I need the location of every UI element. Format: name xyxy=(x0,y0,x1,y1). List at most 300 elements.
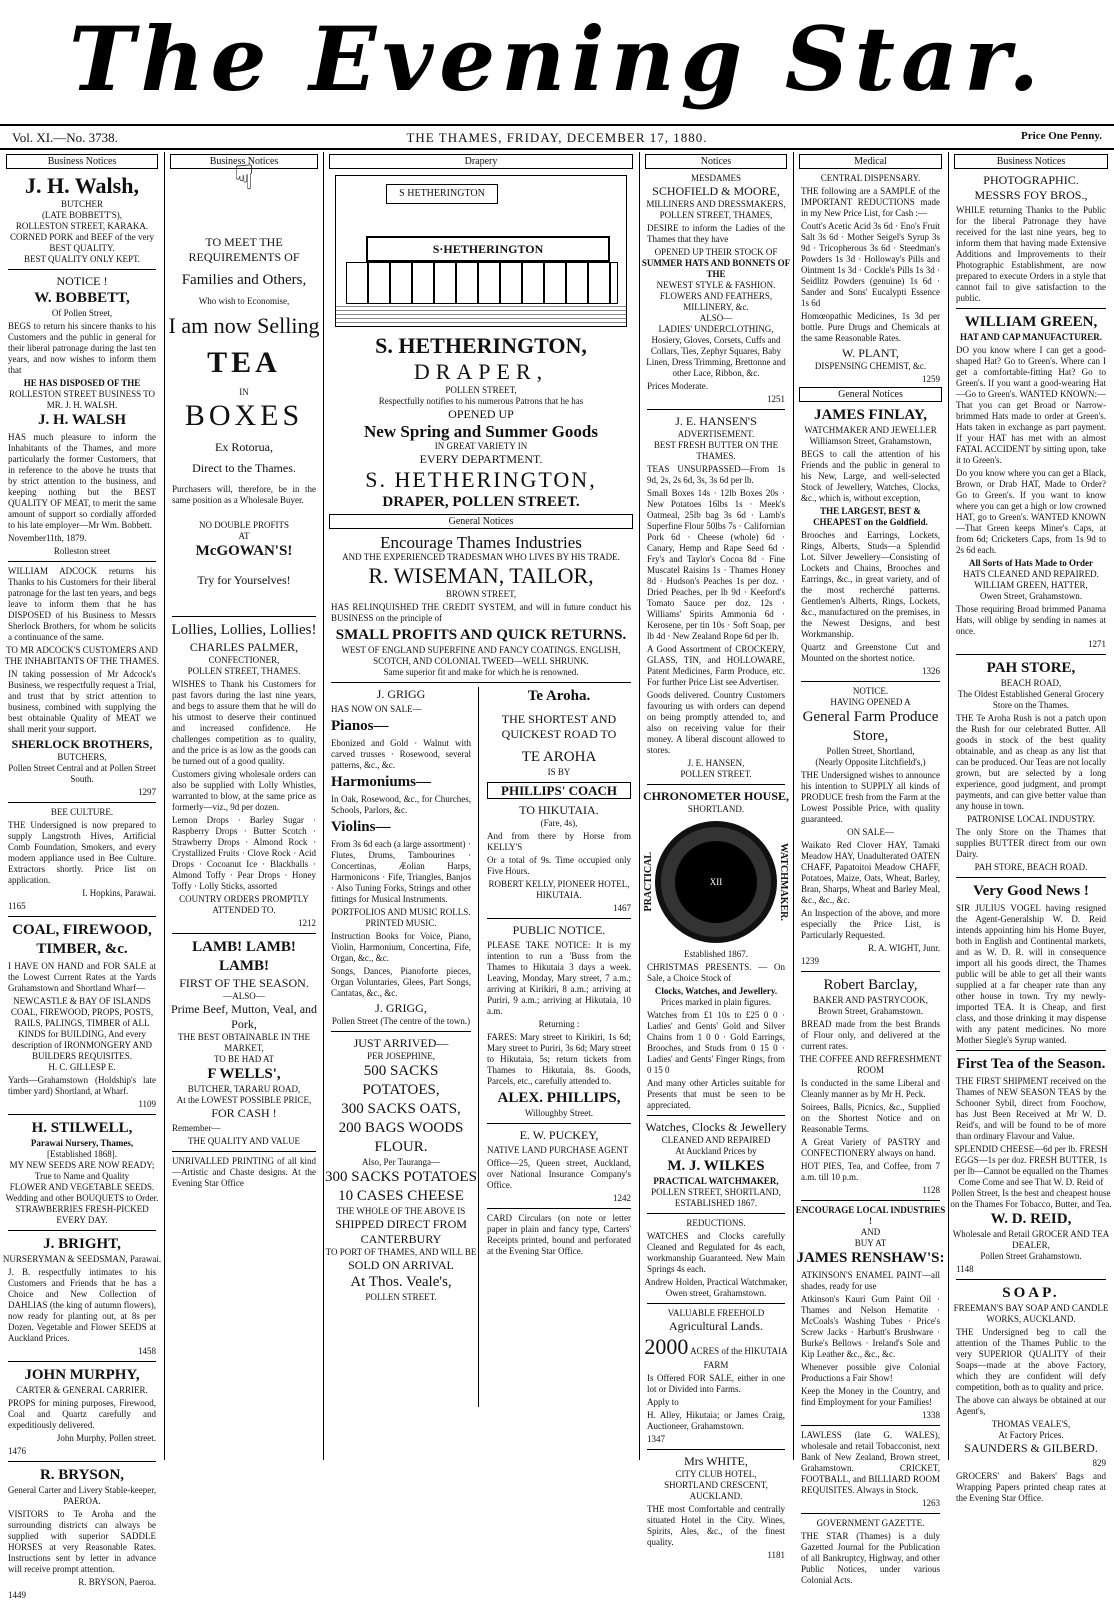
palmer-name: CHARLES PALMER, xyxy=(189,640,299,654)
bright-number: 1458 xyxy=(138,1346,156,1356)
delivered-text: Goods delivered. Country Customers favouring us with orders can depend on being promptly attended to, and also on receiving value for their money. A liberal discount allowed to stores. xyxy=(647,690,785,755)
panama-text: Those requiring Broad brimmed Panama Hats, will oblige by sending in names at once. xyxy=(956,604,1106,636)
foy-name: MESSRS FOY BROS., xyxy=(974,188,1088,202)
meet-text: TO MEET THE REQUIREMENTS OF xyxy=(188,235,300,264)
schofield-address: POLLEN STREET, THAMES, xyxy=(659,210,773,220)
fare-text: (Fare, 4s), xyxy=(540,818,578,828)
finlay-text: BEGS to call the attention of his Friends and the public in general to his New, Large, and well-selected Stock of Jewellery, Watches, Clocks, &c., which is, without exception, xyxy=(801,449,940,503)
divider xyxy=(8,1361,156,1362)
potatoes-300: 300 SACKS POTATOES xyxy=(325,1169,477,1185)
veale-name: At Thos. Veale's, xyxy=(350,1274,452,1290)
cleaned-text: CLEANED AND REPAIRED xyxy=(661,1135,771,1145)
had-text: TO BE HAD AT xyxy=(213,1054,275,1064)
opened-text: OPENED UP THEIR STOCK OF xyxy=(654,247,778,257)
veale-address: POLLEN STREET. xyxy=(365,1292,437,1302)
whenever-text: Whenever possible give Colonial Productions a Fair Show! xyxy=(801,1362,940,1383)
watch-illustration xyxy=(643,815,789,949)
pointing-hand-icon: ☟ xyxy=(233,160,255,197)
divider xyxy=(172,933,316,934)
pah-store-name: PAH STORE, xyxy=(986,660,1076,676)
column-3-lower xyxy=(325,687,637,1407)
palmer-number: 1212 xyxy=(298,918,316,928)
splendid-text: SPLENDID CHEESE—6d per lb. FRESH EGGS—1s per doz. FRESH BUTTER, 1s per lb—Cannot be equalled on the Thames xyxy=(953,1144,1109,1176)
horse-text: And from there by Horse from KELLY'S xyxy=(487,831,631,852)
gazette-heading: GOVERNMENT GAZETTE. xyxy=(816,1518,925,1528)
walsh-name: J. H. Walsh, xyxy=(25,173,139,198)
flowers-text: FLOWERS AND FEATHERS, MILLINERY, &c. xyxy=(659,291,773,312)
phillips-name: ALEX. PHILLIPS, xyxy=(497,1090,621,1106)
divider xyxy=(647,1303,785,1304)
wilkes-name: M. J. WILKES xyxy=(667,1158,765,1174)
on-sale-text: ON SALE— xyxy=(847,827,894,837)
hetherington-name-2: S. HETHERINGTON, xyxy=(365,467,597,492)
walsh-best: BEST QUALITY ONLY KEPT. xyxy=(23,254,141,264)
homoeopathic-text: Homœopathic Medicines, 1s 3d per bottle. Pure Drugs and Chemicals at the same Reasonable Rates. xyxy=(801,311,940,343)
potatoes-500: 500 SACKS POTATOES, xyxy=(362,1063,440,1098)
divider xyxy=(956,654,1106,655)
divider xyxy=(956,1279,1106,1280)
finlay-more: Brooches and Earrings, Lockets, Rings, Alberts, Studs—a Splendid Lot. Silver Jewellery—Consisting of Lockets and Chains, Brooches and Earrings, &c., in great variety, and of the most recherché patterns. Gentlemen's Alberts, Rings, Lockets, &c., manufactured on the premises, in the Newest Designs, and best Workmanship. xyxy=(801,530,940,639)
inspection-text: An Inspection of the above, and more especially the Price List, is Particularly Requested. xyxy=(801,908,940,940)
hansen-address: POLLEN STREET. xyxy=(680,769,752,779)
plant-trade: DISPENSING CHEMIST, &c. xyxy=(814,361,927,371)
farm-address: Pollen Street, Shortland, xyxy=(826,746,915,756)
soap-text: THE Undersigned beg to call the attention of the Thames Public to the very SUPERIOR QUALITY of their Soaps—made at the above Factory, which they are confident will defy competition, both as to quality and price. xyxy=(956,1327,1106,1392)
moderate-text: Prices Moderate. xyxy=(647,381,708,391)
watches-list: Watches from £1 10s to £25 0 0 · Ladies' and Gents' Gold and Silver Chains from 1 0 0 · Gold Earrings, Brooches, and Studs from 0 15 0 · Ladies' and Gents' Finger Rings, from 0 15 0 xyxy=(647,1010,785,1075)
season-text: FIRST OF THE SEASON. xyxy=(179,976,309,990)
plant-number: 1259 xyxy=(922,374,940,384)
panama-number: 1271 xyxy=(1088,639,1106,649)
wilkes-address: POLLEN STREET, SHORTLAND, xyxy=(651,1187,781,1197)
acres-text: ACRES of the HIKUTAIA FARM xyxy=(690,1346,788,1370)
puckey-number: 1242 xyxy=(613,1193,631,1203)
hetherington-address-2: DRAPER, POLLEN STREET. xyxy=(382,494,580,510)
bryson-name: R. BRYSON, xyxy=(39,1467,125,1483)
small-profits-text: SMALL PROFITS AND QUICK RETURNS. xyxy=(335,627,627,643)
murphy-name: JOHN MURPHY, xyxy=(24,1367,140,1383)
dateline xyxy=(0,124,1114,150)
reid-address: Pollen Street Grahamstown. xyxy=(980,1251,1082,1261)
schofield-name: SCHOFIELD & MOORE, xyxy=(652,184,780,198)
first-tea-text: THE FIRST SHIPMENT received on the Thames of NEW SEASON TEAS by the Schooner Sybil, direct from Foochow, has Just Been Received at Mr W. D. Reid's, and will be found to be of more than ordinary Flavour and Value. xyxy=(956,1076,1106,1141)
divider xyxy=(331,1031,471,1032)
reductions-text: WATCHES and Clocks carefully Cleaned and Regulated for 4s each, workmanship Guaranteed. New Main Springs 4s each. xyxy=(647,1231,785,1274)
sherlock-address: Pollen Street Central and at Pollen Street South. xyxy=(8,763,156,784)
chronometer-heading: CHRONOMETER HOUSE, xyxy=(642,789,789,803)
shipped-text: SHIPPED DIRECT FROM CANTERBURY xyxy=(335,1217,467,1246)
walsh2-date: November11th, 1879. xyxy=(8,533,87,543)
quality-text: THE QUALITY AND VALUE xyxy=(187,1136,301,1146)
bryson-signature: R. BRYSON, Paeroa. xyxy=(78,1577,156,1587)
price-list: Small Boxes 14s · 12lb Boxes 20s · New Potatoes 16lbs 1s · Meek's Oatmeal, 25lb bag 3s 6d · Lamb's Superfine Flour 50lbs 7s · Californian Pork 6d · Cheese (whole) 6d · Canary, Hemp and Rape Seed 6d · Fry's and Taylor's Cocoa 8d · Fine Muscatel Raisins 1s · Thames Honey 8d · Hudson's Peaches 1s per doz. · Dried Peaches, per lb 9d · Keeford's Tomato Sauce per doz. 12s · Williams' Spirits Ammonia 6d · Kerosene, per tin 10s · Soft Soap, per lb 4d · New Zealand Rope 6d per lb. xyxy=(647,488,785,641)
schofield-trade: MILLINERS AND DRESSMAKERS, xyxy=(646,199,786,209)
agricultural-heading: Agricultural Lands. xyxy=(669,1319,763,1333)
hats-text: SUMMER HATS AND BONNETS OF THE xyxy=(641,258,791,279)
ladies-text: LADIES' UNDERCLOTHING, xyxy=(658,324,774,334)
instruction-text: Instruction Books for Voice, Piano, Violin, Harmonium, Concertina, Fife, Organ, &c., &c. xyxy=(331,931,471,963)
reductions-heading: REDUCTIONS. xyxy=(686,1218,746,1228)
plant-name: W. PLANT, xyxy=(842,346,899,360)
buy-text: BUY AT xyxy=(854,1238,887,1248)
total-text: Or a total of 9s. Time occupied only Five Hours. xyxy=(487,855,631,876)
pianos-text: Ebonized and Gold · Walnut with carved trusses · Rosewood, several patterns, &c., &c. xyxy=(331,738,471,770)
divider xyxy=(8,269,156,270)
christmas-text: CHRISTMAS PRESENTS. — On Sale, a Choice Stock of xyxy=(647,962,785,983)
lollies-heading: Lollies, Lollies, Lollies! xyxy=(171,622,317,638)
shortland-text: SHORTLAND. xyxy=(687,804,745,814)
hansen-signature: J. E. HANSEN, xyxy=(687,758,745,768)
puckey-name: E. W. PUCKEY, xyxy=(519,1128,599,1142)
stilwell-sub: Parawai Nursery, Thames, xyxy=(30,1138,134,1148)
flour-200: 200 BAGS WOODS FLOUR. xyxy=(338,1120,464,1155)
bright-text: J. B. respectfully intimates to his Customers and Friends that he has a Choice and New Collection of DAHLIAS (the king of autumn flowers), now ready for planting out, at 8s per Dozen. Vegetable and Flower SEEDS at Auckland Prices. xyxy=(8,1267,156,1343)
walsh-late: (LATE BOBBETT'S), xyxy=(41,210,123,220)
notice-heading: NOTICE ! xyxy=(56,274,108,288)
just-arrived: JUST ARRIVED— xyxy=(353,1036,449,1050)
first-tea-heading: First Tea of the Season. xyxy=(956,1056,1106,1072)
divider xyxy=(801,1200,940,1201)
divider xyxy=(8,1114,156,1115)
alley-number: 1347 xyxy=(647,1434,665,1444)
sherlock-text: IN taking possession of Mr Adcock's Business, we respectfully request a Trial, and trust that by strict attention to business, combined with supplying the best obtainable Quality of MEAT we shall merit your support. xyxy=(8,669,156,734)
green-text: DO you know where I can get a good-shaped Hat? Go to Green's. Where can I get a comfortable-fitting Hat? Go to Green's. If you want a good-wearing Hat—Go to Green's. WANTED KNOWN:—That you can get Broad or Narrow-brimmed Hats made to order at Green's. Hats taken in exchange as part payment. If your HAT has met with an almost FATAL ACCIDENT by sitting upon, take it to Green's. xyxy=(956,345,1106,465)
beef-text: Prime Beef, Mutton, Veal, and Pork, xyxy=(170,1002,318,1031)
divider xyxy=(331,682,631,683)
prices-text: Prices marked in plain figures. xyxy=(660,997,772,1007)
gazette-text: THE STAR (Thames) is a duly Gazetted Journal for the Publication of all Bankruptcy, Highway, and other Public Notices, under various Colonial Acts. xyxy=(801,1531,940,1585)
section-heading: Drapery xyxy=(329,154,633,169)
newspaper-title: The Evening Star. xyxy=(69,7,1045,111)
green-trade: HAT AND CAP MANUFACTURER. xyxy=(959,332,1102,342)
divider xyxy=(647,1115,785,1116)
palmer-text-2: Customers giving wholesale orders can also be supplied with Lolly Whistles, warranted to blow, at the same price as formerly—viz., 9d per dozen. xyxy=(172,769,316,812)
portfolios-text: PORTFOLIOS AND MUSIC ROLLS. PRINTED MUSIC. xyxy=(331,907,471,928)
divider xyxy=(487,1123,631,1124)
purchasers-text: Purchasers will, therefore, be in the same position as a Wholesale Buyer. xyxy=(172,484,316,505)
dispensary-text: THE following are a SAMPLE of the IMPORTANT REDUCTIONS made in my New Price List, for Cash :— xyxy=(801,186,940,218)
good-news-heading: Very Good News ! xyxy=(973,883,1089,899)
many-text: And many other Articles suitable for Presents that must be seen to be appreciated. xyxy=(647,1078,785,1110)
column-5 xyxy=(795,152,946,1585)
divider xyxy=(956,877,1106,878)
issue-price: Price One Penny. xyxy=(1021,130,1102,142)
masthead xyxy=(0,0,1114,118)
hats-cleaned-text: HATS CLEANED AND REPAIRED. xyxy=(963,569,1099,579)
cheese-10: 10 CASES CHEESE xyxy=(338,1188,464,1204)
bee-text: THE Undersigned is now prepared to supply Langstroth Hives, Artificial Comb Foundation, Smokers, and every modern appliance used in Bee Culture. Extractors shortly. Price list on application. xyxy=(8,820,156,885)
column-rule xyxy=(639,152,640,1460)
disposed-text: HE HAS DISPOSED OF THE xyxy=(23,378,141,388)
veale-name: THOMAS VEALE'S, xyxy=(991,1419,1071,1429)
coach-banner: PHILLIPS' COACH xyxy=(487,782,631,799)
factory-prices: At Factory Prices. xyxy=(998,1430,1064,1440)
divider xyxy=(487,918,631,919)
returning-text: Returning : xyxy=(538,1019,580,1029)
divider xyxy=(8,561,156,562)
hetherington-address: POLLEN STREET, xyxy=(445,385,517,395)
gillesp-yards: Yards—Grahamstown (Holdship's late timber yard) Shortland, at Wharf. xyxy=(8,1075,156,1096)
gillesp-name: H. C. GILLESP E. xyxy=(48,1062,116,1072)
grocers-text: GROCERS' and Bakers' Bags and Wrapping Papers printed cheap rates at the Evening Star Office. xyxy=(956,1471,1106,1503)
holden-text: Andrew Holden, Practical Watchmaker, Owen street, Grahamstown. xyxy=(644,1277,788,1298)
bright-trade: NURSERYMAN & SEEDSMAN, Parawai. xyxy=(2,1254,162,1264)
bee-number: 1165 xyxy=(8,901,26,911)
harmoniums-heading: Harmoniums— xyxy=(331,774,432,790)
divider xyxy=(647,1449,785,1450)
no-double-text: NO DOUBLE PROFITS xyxy=(198,520,289,530)
freehold-text: VALUABLE FREEHOLD xyxy=(667,1308,765,1318)
every-department-text: EVERY DEPARTMENT. xyxy=(419,452,543,466)
divider xyxy=(647,784,785,785)
acres-block xyxy=(641,1334,791,1371)
kelly-name: ROBERT KELLY, PIONEER HOTEL, HIKUTAIA. xyxy=(488,879,630,900)
green-name: WILLIAM GREEN, xyxy=(964,314,1098,330)
experienced-text: AND THE EXPERIENCED TRADESMAN WHO LIVES BY HIS TRADE. xyxy=(342,552,620,562)
draper-title: DRAPER, xyxy=(413,359,549,384)
bobbett-address: Of Pollen Street, xyxy=(51,308,113,318)
public-notice-text: PLEASE TAKE NOTICE: It is my intention to run a 'Buss from the Thames to Hikutaia 3 days a week. Leaving, Monday, Mary street, 7 a.m.; arriving at Kirikiri, 8 a.m.; arriving at Puriri, 9 a.m.; arriving at Hikutaia, 10 a.m. xyxy=(487,940,631,1016)
bee-signature: I. Hopkins, Parawai. xyxy=(82,888,156,898)
divider xyxy=(801,681,940,682)
also-text: —ALSO— xyxy=(223,991,265,1001)
wiseman-text: HAS RELINQUISHED THE CREDIT SYSTEM, and will in future conduct his BUSINESS on the principle of xyxy=(331,602,631,623)
adcock-heading: TO MR ADCOCK'S CUSTOMERS AND THE INHABITANTS OF THE THAMES. xyxy=(4,645,160,666)
at-text: AT xyxy=(238,531,250,541)
photographic-heading: PHOTOGRAPHIC. xyxy=(983,173,1079,187)
freeman-text: FREEMAN'S BAY SOAP AND CANDLE WORKS, AUCKLAND. xyxy=(953,1303,1109,1324)
finlay-largest: THE LARGEST, BEST & CHEAPEST on the Goldfield. xyxy=(813,506,928,527)
watches-clocks-heading: Watches, Clocks & Jewellery xyxy=(645,1120,787,1134)
pies-text: HOT PIES, Tea, and Coffee, from 7 a.m. till 10 p.m. xyxy=(801,1161,940,1182)
pah-text: THE Te Aroha Rush is not a patch upon the Rush for our celebrated Butter. All goods in stock of the best quality obtainable, and as cheap as any list that can be produced. Our Teas are not locally grown, but are selected by a long experience, good judgment, and prompt payments, and can give better value than any house in town. xyxy=(956,713,1106,811)
card-text: CARD Circulars (on note or letter paper in plain and fancy type, Carters' Receipts printed, bound and perforated at the Evening Star Office. xyxy=(487,1213,631,1256)
patronise-text: The only Store on the Thames that supplies BUTTER direct from our own Dairy. xyxy=(956,827,1106,859)
all-sorts-text: All Sorts of Hats Made to Order xyxy=(969,558,1093,568)
palmer-address: POLLEN STREET, THAMES. xyxy=(187,666,301,676)
section-heading: Notices xyxy=(645,154,787,169)
stilwell-seeds: MY NEW SEEDS ARE NOW READY; True to Name and Quality xyxy=(9,1160,155,1181)
pies-number: 1128 xyxy=(922,1185,940,1195)
store-sign: S·HETHERINGTON xyxy=(366,236,610,262)
pah-sub: The Oldest Established General Grocery Store on the Thames. xyxy=(958,689,1104,710)
crockery-text: A Good Assortment of CROCKERY, GLASS, TIN, and HOLLOWARE, Patent Medicines, Farm Produce, etc. For further Price List see Advertiser. xyxy=(647,644,785,687)
stilwell-strawberries: STRAWBERRIES FRESH-PICKED EVERY DAY. xyxy=(15,1204,149,1225)
good-news-text: SIR JULIUS VOGEL having resigned the Agent-Generalship W. D. Reid intends appointing him his Home Buyer, both in English and Continental markets, and as W. D. R. will in consequence import all his goods direct, the Thames public will be able to get all their wants supplied at a far cheaper rate than any other house in town. Try my newly-imported TEA. It is Cheap, and first class, and those drinking it may dispense with any patent medicines. No more Mother Siegle's Syrup wanted. xyxy=(956,903,1106,1045)
coffee-text: Is conducted in the same Liberal and Cleanly manner as by Mr H. Peck. xyxy=(801,1078,940,1099)
hansen-ad: ADVERTISEMENT. xyxy=(677,429,755,439)
hikutaia-text: TO HIKUTAIA. xyxy=(519,803,599,817)
apply-text: Apply to xyxy=(647,1397,679,1407)
come-text: Come Come and see That W. D. Reid of Pollen Street, Is the best and cheapest house on the Thames For Tobacco, Butter, and Tea. xyxy=(950,1177,1112,1209)
pocket-watch-icon xyxy=(655,821,777,943)
divider xyxy=(801,1513,940,1514)
column-1 xyxy=(2,152,162,1600)
divider xyxy=(956,308,1106,309)
printing-text: UNRIVALLED PRINTING of all kind—Artistic and Chaste designs. At the Evening Star Office xyxy=(172,1156,316,1188)
inner-column-rule xyxy=(478,687,479,1407)
farm-text: THE Undersigned wishes to announce his intention to SUPPLY all kinds of PRODUCE fresh from the Farm at the Lowest Possible Price, with quality guaranteed. xyxy=(801,770,940,824)
keep-number: 1338 xyxy=(922,1410,940,1420)
coffee-heading: THE COFFEE AND REFRESHMENT ROOM xyxy=(799,1054,942,1075)
patronise-heading: PATRONISE LOCAL INDUSTRY. xyxy=(967,814,1095,824)
wells-address: BUTCHER, TARARU ROAD, xyxy=(187,1084,301,1094)
sherlock-trade: BUTCHERS, xyxy=(57,752,107,762)
encourage-heading: ENCOURAGE LOCAL INDUSTRIES ! xyxy=(795,1205,946,1226)
coatings-text: WEST OF ENGLAND SUPERFINE AND FANCY COATINGS. ENGLISH, SCOTCH, AND COLONIAL TWEED—WELL SHRUNK. xyxy=(341,645,621,666)
green-address: Owen Street, Grahamstown. xyxy=(980,591,1082,601)
clocks-text: Clocks, Watches, and Jewellery. xyxy=(654,986,778,996)
bobbett-name: W. BOBBETT, xyxy=(34,290,130,306)
watchmaker-label: WATCHMAKER. xyxy=(778,843,789,921)
hansen-name: J. E. HANSEN'S xyxy=(675,414,757,428)
store-ground xyxy=(336,306,626,326)
palmer-text: WISHES to Thank his Customers for past favors during the last nine years, and begs to assure them that he will do his utmost to deserve their continued and increased confidence. He challenges competition as to quality, and the price is as low as the goods can be turned out of a good quality. xyxy=(172,679,316,766)
notice-heading: NOTICE. xyxy=(852,686,889,696)
bryson-number: 1449 xyxy=(8,1590,26,1600)
column-6 xyxy=(950,152,1112,1503)
agents-text: The above can always be obtained at our Agent's, xyxy=(956,1395,1106,1416)
style-text: NEWEST STYLE & FASHION. xyxy=(656,280,776,290)
finlay-name: JAMES FINLAY, xyxy=(813,407,928,423)
walsh-corned: CORNED PORK and BEEF of the very BEST QUALITY. xyxy=(10,232,154,253)
shortest-text: THE SHORTEST AND QUICKEST ROAD TO xyxy=(501,712,617,741)
city-club-address: SHORTLAND CRESCENT, AUCKLAND. xyxy=(664,1480,768,1501)
bee-heading: BEE CULTURE. xyxy=(50,807,114,817)
section-heading: Business Notices xyxy=(6,154,158,169)
mesdames-text: MESDAMES xyxy=(690,173,741,183)
coal-text: I HAVE ON HAND and FOR SALE at the Lowest Current Rates at the Yards Grahamstown and Shortland Wharf— xyxy=(8,961,156,993)
stilwell-est: [Established 1868]. xyxy=(47,1149,117,1159)
stilwell-list: FLOWER AND VEGETABLE SEEDS. Wedding and other BOUQUETS to Order. xyxy=(5,1182,159,1203)
grigg-arrived: HAS NOW ON SALE— xyxy=(331,704,422,714)
whole-text: THE WHOLE OF THE ABOVE IS xyxy=(336,1206,466,1216)
remember-text: Remember— xyxy=(172,1123,221,1133)
kelly-number: 1467 xyxy=(613,903,631,913)
barclay-trade: BAKER AND PASTRYCOOK, xyxy=(813,995,928,1005)
divider xyxy=(8,1461,156,1462)
store-sign-top: S HETHERINGTON xyxy=(386,184,498,204)
walsh-address: ROLLESTON STREET, KARAKA. xyxy=(15,221,149,231)
sale-list: Waikato Red Clover HAY, Tamaki Meadow HAY, Unadulterated OATEN CHAFF, Papatoitoi Meadow CHAFF, Potatoes, Maize, Oats, Wheat, Barley, Bran, Sharps, Wheat and Barley Meal, &c., &c., &c. xyxy=(801,840,940,905)
ex-text: Ex Rotorua, xyxy=(215,440,273,454)
farm-produce-heading: General Farm Produce Store, xyxy=(802,709,939,744)
pah-store-2: PAH STORE, BEACH ROAD. xyxy=(974,862,1088,872)
aroha-heading: Te Aroha. xyxy=(527,688,591,704)
dispensary-heading: CENTRAL DISPENSARY. xyxy=(820,173,921,183)
try-text: Try for Yourselves! xyxy=(197,573,291,587)
divider xyxy=(8,916,156,917)
auckland-prices-text: At Auckland Prices by xyxy=(675,1146,757,1156)
oats-300: 300 SACKS OATS, xyxy=(341,1101,461,1117)
lawless-text: LAWLESS (late G. WALES), wholesale and retail Tobacconist, next Bank of New Zealand, Brown street, Grahamstown. CRICKET, FOOTBALL, and BILLIARD ROOM REQUISITES. Always in Stock. xyxy=(801,1430,940,1495)
murphy-signature: John Murphy, Pollen street. xyxy=(56,1433,156,1443)
fit-text: Same superior fit and make for which he is renowned. xyxy=(383,667,579,677)
variety-text: IN GREAT VARIETY IN xyxy=(434,441,528,451)
aroha-puckey-block xyxy=(481,687,637,1407)
phillips-address: Willoughby Street. xyxy=(524,1108,594,1118)
section-heading: Medical xyxy=(799,154,942,169)
teas-text: TEAS UNSURPASSED—From 1s 9d, 2s, 2s 6d, 3s, 3s 6d per lb. xyxy=(647,464,785,485)
violins-heading: Violins— xyxy=(331,819,391,835)
public-notice-heading: PUBLIC NOTICE. xyxy=(512,923,606,937)
schofield-text: DESIRE to inform the Ladies of the Thames that they have xyxy=(647,223,785,244)
bryson-trade: General Carter and Livery Stable-keeper, PAEROA. xyxy=(7,1485,157,1506)
divider xyxy=(8,802,156,803)
grigg-name-2: J. GRIGG, xyxy=(375,1001,427,1015)
foy-text: WHILE returning Thanks to the Public for the liberal Patronage they have received for the last nine years, beg to inform them that having made Extensive Additions and Improvements to their Photographic Establishment, are now prepared to execute Orders in a style that cannot fail to give satisfaction to the public. xyxy=(956,205,1106,303)
butter-text: BEST FRESH BUTTER ON THE THAMES. xyxy=(653,440,779,461)
wight-number: 1239 xyxy=(801,956,819,966)
grigg-name: J. GRIGG xyxy=(376,687,426,701)
obtainable-text: THE BEST OBTAINABLE IN THE MARKET, xyxy=(178,1032,310,1053)
puckey-office: Office—25, Queen street, Auckland, over National Insurance Company's Office. xyxy=(487,1158,631,1190)
pah-address: BEACH ROAD, xyxy=(1000,678,1062,688)
lamb-heading: LAMB! LAMB! LAMB! xyxy=(192,939,296,974)
bryson-text: VISITORS to Te Aroha and the surrounding districts can always be supplied with superior SADDLE HORSES at very Reasonable Rates. Instructions sent by letter in advance will receive prompt attention. xyxy=(8,1509,156,1574)
finlay-number: 1326 xyxy=(922,666,940,676)
column-rule xyxy=(948,152,949,1460)
variety-text: A Great Variety of PASTRY and CONFECTIONERY always on hand. xyxy=(801,1137,940,1158)
divider xyxy=(487,1208,631,1209)
city-club-name: CITY CLUB HOTEL, xyxy=(675,1469,757,1479)
fares-text: FARES: Mary street to Kirikiri, 1s 6d; Mary street to Puriri, 3s 6d; Mary street to Hikutaia, 5s; return tickets from Thames to Hikutaia, 8s. Goods, Parcels, etc., carefully attended to. xyxy=(487,1032,631,1086)
green-text-2: Do you know where you can get a Black, Brown, or Drab HAT, Made to Order? Go to Green's. If you want to know where you can get a high or low crowned HAT, go to Green's. WANTED KNOWN—That Green keeps Miner's Caps, at from 6d; Cricketers Caps, from 1s 9d to 2s 6d each. xyxy=(956,468,1106,555)
divider xyxy=(801,971,940,972)
notify-text: Respectfully notifies to his numerous Patrons that he has xyxy=(378,396,584,406)
opened-text: OPENED UP xyxy=(448,407,514,421)
column-rule xyxy=(793,152,794,1460)
finlay-quartz: Quartz and Greenstone Cut and Mounted on the shortest notice. xyxy=(801,642,940,663)
bread-text: BREAD made from the best Brands of Flour only, and delivered at the current rates. xyxy=(801,1019,940,1051)
farm-opposite: (Nearly Opposite Litchfield's,) xyxy=(815,757,926,767)
wiseman-address: BROWN STREET, xyxy=(445,589,517,599)
section-heading: Business Notices xyxy=(170,154,318,169)
saunders-number: 829 xyxy=(1092,1458,1106,1468)
divider xyxy=(172,1151,316,1152)
bobbett-text: BEGS to return his sincere thanks to his Customers and the public in general for their liberal patronage during the last ten years, and now wishes to inform them that xyxy=(8,321,156,375)
wilkes-trade: PRACTICAL WATCHMAKER, xyxy=(653,1176,779,1186)
selling-text: I am now Selling xyxy=(168,313,320,338)
store-porch xyxy=(346,262,618,304)
cash-text: FOR CASH ! xyxy=(211,1106,277,1120)
practical-label: PRACTICAL xyxy=(643,852,654,912)
general-notices-heading: General Notices xyxy=(329,514,633,529)
palmer-orders: COUNTRY ORDERS PROMPTLY ATTENDED TO. xyxy=(179,894,309,915)
is-by-text: IS BY xyxy=(547,767,571,777)
divider xyxy=(172,616,316,617)
established-text: Established 1867. xyxy=(684,949,748,959)
mrs-white: Mrs WHITE, xyxy=(684,1454,748,1468)
lawless-number: 1263 xyxy=(922,1498,940,1508)
walsh2-text: HAS much pleasure to inform the Inhabitants of the Thames, and more particularly the former Customers, that in reference to the above he trusts that by strict attention to the business, and keeping nothing but the BEST QUALITY OF MEAT, to merit the same amount of support so cordially afforded to his late employer—Mr Wm. Bobbett. xyxy=(8,432,156,530)
city-club-number: 1181 xyxy=(767,1550,785,1560)
divider xyxy=(8,1230,156,1231)
tauranga-text: Also, Per Tauranga— xyxy=(362,1157,440,1167)
divider xyxy=(647,1213,785,1214)
puckey-text: NATIVE LAND PURCHASE AGENT xyxy=(487,1145,629,1155)
also-text: ALSO— xyxy=(699,313,733,323)
keep-text: Keep the Money in the Country, and find Employment for your Families! xyxy=(801,1386,940,1407)
column-rule xyxy=(164,152,165,1460)
walsh-trade: BUTCHER xyxy=(60,199,103,209)
mcgowan-name: McGOWAN'S! xyxy=(195,543,293,559)
sold-text: SOLD ON ARRIVAL xyxy=(348,1258,454,1272)
and-text: AND xyxy=(860,1227,881,1237)
walsh2-name: J. H. WALSH xyxy=(37,412,127,428)
wiseman-name: R. WISEMAN, TAILOR, xyxy=(368,563,594,588)
harmoniums-text: In Oak, Rosewood, &c., for Churches, Schools, Parlors, &c. xyxy=(331,794,471,815)
